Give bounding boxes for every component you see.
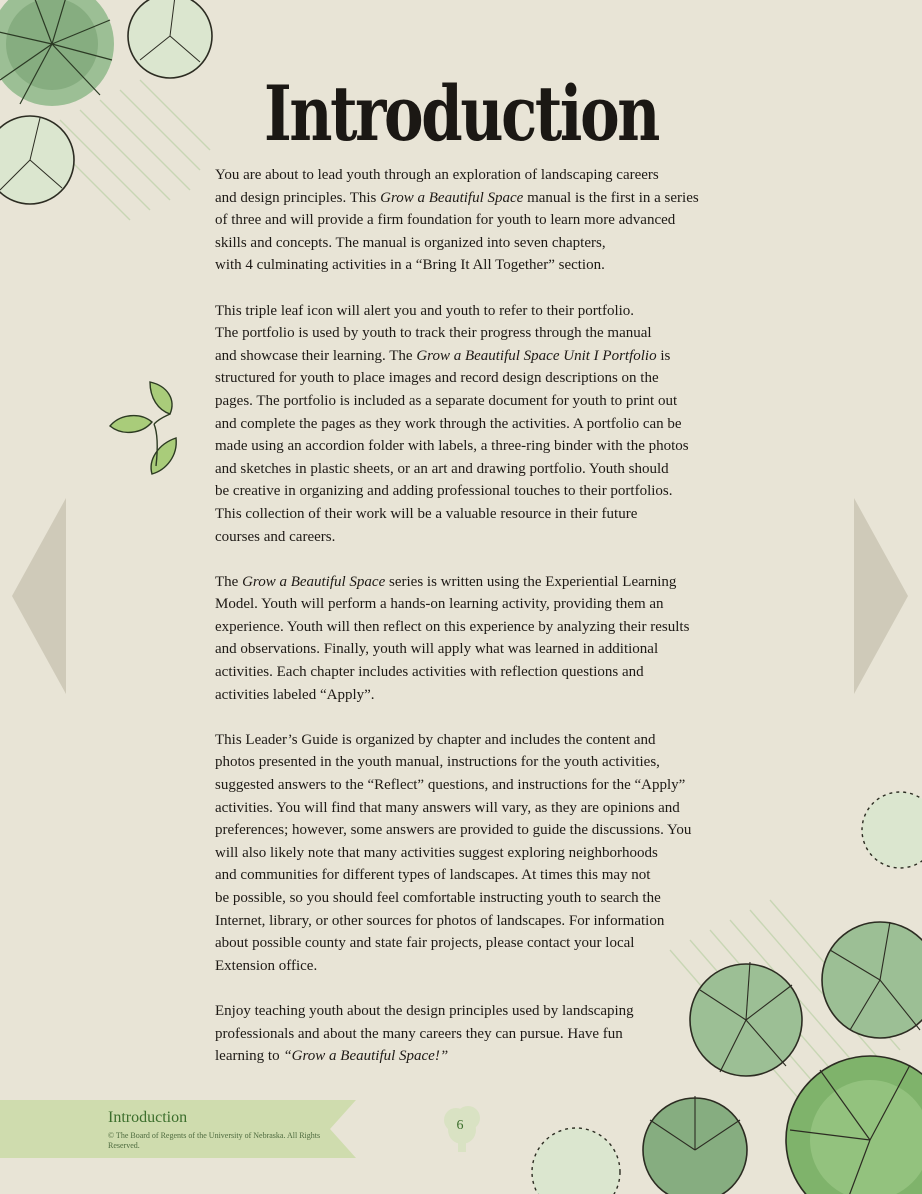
next-page-button[interactable] xyxy=(854,498,908,694)
text-line xyxy=(215,638,720,661)
text-run: learning to xyxy=(215,1048,284,1065)
text-run: pages. The portfolio is included as a separate document for youth to print out xyxy=(215,392,678,409)
text-line xyxy=(215,390,720,413)
text-run: made using an accordion folder with labels, a three-ring binder with the photos xyxy=(215,438,689,455)
text-line xyxy=(215,503,720,526)
page-title: Introduction xyxy=(263,69,659,158)
text-run: Extension office. xyxy=(215,957,318,974)
text-line xyxy=(215,774,720,797)
text-line xyxy=(215,819,720,842)
text-line xyxy=(215,684,720,707)
text-run: and sketches in plastic sheets, or an art and drawing portfolio. Youth should xyxy=(215,460,669,477)
text-line xyxy=(215,1045,720,1068)
text-run: You are about to lead youth through an exploration of landscaping careers xyxy=(215,167,659,183)
text-run: Enjoy teaching youth about the design principles used by landscaping xyxy=(215,1002,634,1019)
text-run: activities. Each chapter includes activities with reflection questions and xyxy=(215,664,644,681)
text-line xyxy=(215,345,720,368)
text-line xyxy=(215,797,720,820)
text-line xyxy=(215,187,720,210)
text-run: manual is the first in a series xyxy=(523,189,699,206)
text-line xyxy=(215,616,720,639)
italic-title: Grow a Beautiful Space xyxy=(380,189,524,206)
text-run: of three and will provide a firm foundation for youth to learn more advanced xyxy=(215,212,676,229)
text-run: This collection of their work will be a valuable resource in their future xyxy=(215,505,638,522)
text-line xyxy=(215,864,720,887)
text-line xyxy=(215,910,720,933)
text-line xyxy=(215,367,720,390)
paragraph xyxy=(215,729,720,978)
text-run: is xyxy=(656,347,671,364)
triple-leaf-icon xyxy=(106,378,186,478)
page-number: 6 xyxy=(456,1118,464,1133)
text-line xyxy=(215,413,720,436)
italic-title: Grow a Beautiful Space xyxy=(242,573,386,590)
text-run: experience. Youth will then reflect on this experience by analyzing their results xyxy=(215,618,690,635)
text-line xyxy=(215,232,720,255)
text-run: The xyxy=(215,573,243,590)
text-run: activities labeled “Apply”. xyxy=(215,686,375,703)
text-line xyxy=(215,887,720,910)
text-run: and communities for different types of landscapes. At times this may not xyxy=(215,867,651,884)
text-line xyxy=(215,1023,720,1046)
text-line xyxy=(215,661,720,684)
text-line xyxy=(215,164,720,187)
text-line xyxy=(215,1000,720,1023)
left-arrow-icon xyxy=(12,498,66,694)
italic-title: “Grow a Beautiful Space!” xyxy=(283,1048,449,1065)
body-text xyxy=(215,164,720,1090)
paragraph xyxy=(215,300,720,549)
text-run: and showcase their learning. The xyxy=(215,347,417,364)
text-line xyxy=(215,458,720,481)
text-line xyxy=(215,480,720,503)
text-run: activities. You will find that many answers will vary, as they are opinions and xyxy=(215,799,680,816)
right-arrow-icon xyxy=(854,498,908,694)
footer-section-title: Introduction xyxy=(108,1109,188,1126)
text-run: and design principles. This xyxy=(215,189,381,206)
text-run: Internet, library, or other sources for photos of landscapes. For information xyxy=(215,912,665,929)
text-run: and complete the pages as they work through the activities. A portfolio can be xyxy=(215,415,682,432)
text-run: be possible, so you should feel comfortable instructing youth to search the xyxy=(215,890,661,906)
footer-copyright: © The Board of Regents of the University of Nebraska. All Rights Reserved. xyxy=(108,1131,321,1150)
text-run: about possible county and state fair projects, please contact your local xyxy=(215,935,635,952)
text-run: The portfolio is used by youth to track their progress through the manual xyxy=(215,325,652,342)
paragraph xyxy=(215,571,720,707)
text-run: This Leader’s Guide is organized by chapter and includes the content and xyxy=(215,731,656,748)
italic-title: Grow a Beautiful Space Unit I Portfolio xyxy=(416,347,657,364)
text-run: This triple leaf icon will alert you and youth to refer to their portfolio. xyxy=(215,302,635,319)
text-run: be creative in organizing and adding professional touches to their portfolios. xyxy=(215,483,673,500)
text-run: skills and concepts. The manual is organized into seven chapters, xyxy=(215,234,606,251)
text-line xyxy=(215,842,720,865)
text-line xyxy=(215,322,720,345)
text-line xyxy=(215,751,720,774)
text-run: and observations. Finally, youth will apply what was learned in additional xyxy=(215,641,659,658)
text-line xyxy=(215,729,720,752)
text-line xyxy=(215,955,720,978)
text-line xyxy=(215,932,720,955)
text-line xyxy=(215,254,720,277)
text-line xyxy=(215,571,720,594)
text-run: Model. Youth will perform a hands-on learning activity, providing them an xyxy=(215,596,664,613)
text-run: preferences; however, some answers are provided to guide the discussions. You xyxy=(215,822,692,839)
text-line xyxy=(215,593,720,616)
text-run: professionals and about the many careers they can pursue. Have fun xyxy=(215,1025,623,1042)
text-line xyxy=(215,300,720,323)
text-line xyxy=(215,209,720,232)
text-run: with 4 culminating activities in a “Bring It All Together” section. xyxy=(215,257,605,274)
page-number-badge xyxy=(436,1102,488,1154)
text-run: will also likely note that many activities suggest exploring neighborhoods xyxy=(215,844,658,861)
text-line xyxy=(215,526,720,549)
paragraph xyxy=(215,164,720,277)
text-run: structured for youth to place images and record design descriptions on the xyxy=(215,370,659,387)
text-line xyxy=(215,435,720,458)
text-run: suggested answers to the “Reflect” questions, and instructions for the “Apply” xyxy=(215,777,686,794)
text-run: photos presented in the youth manual, instructions for the youth activities, xyxy=(215,754,660,771)
text-run: courses and careers. xyxy=(215,528,336,545)
paragraph xyxy=(215,1000,720,1068)
text-run: series is written using the Experiential Learning xyxy=(385,573,677,590)
previous-page-button[interactable] xyxy=(12,498,66,694)
